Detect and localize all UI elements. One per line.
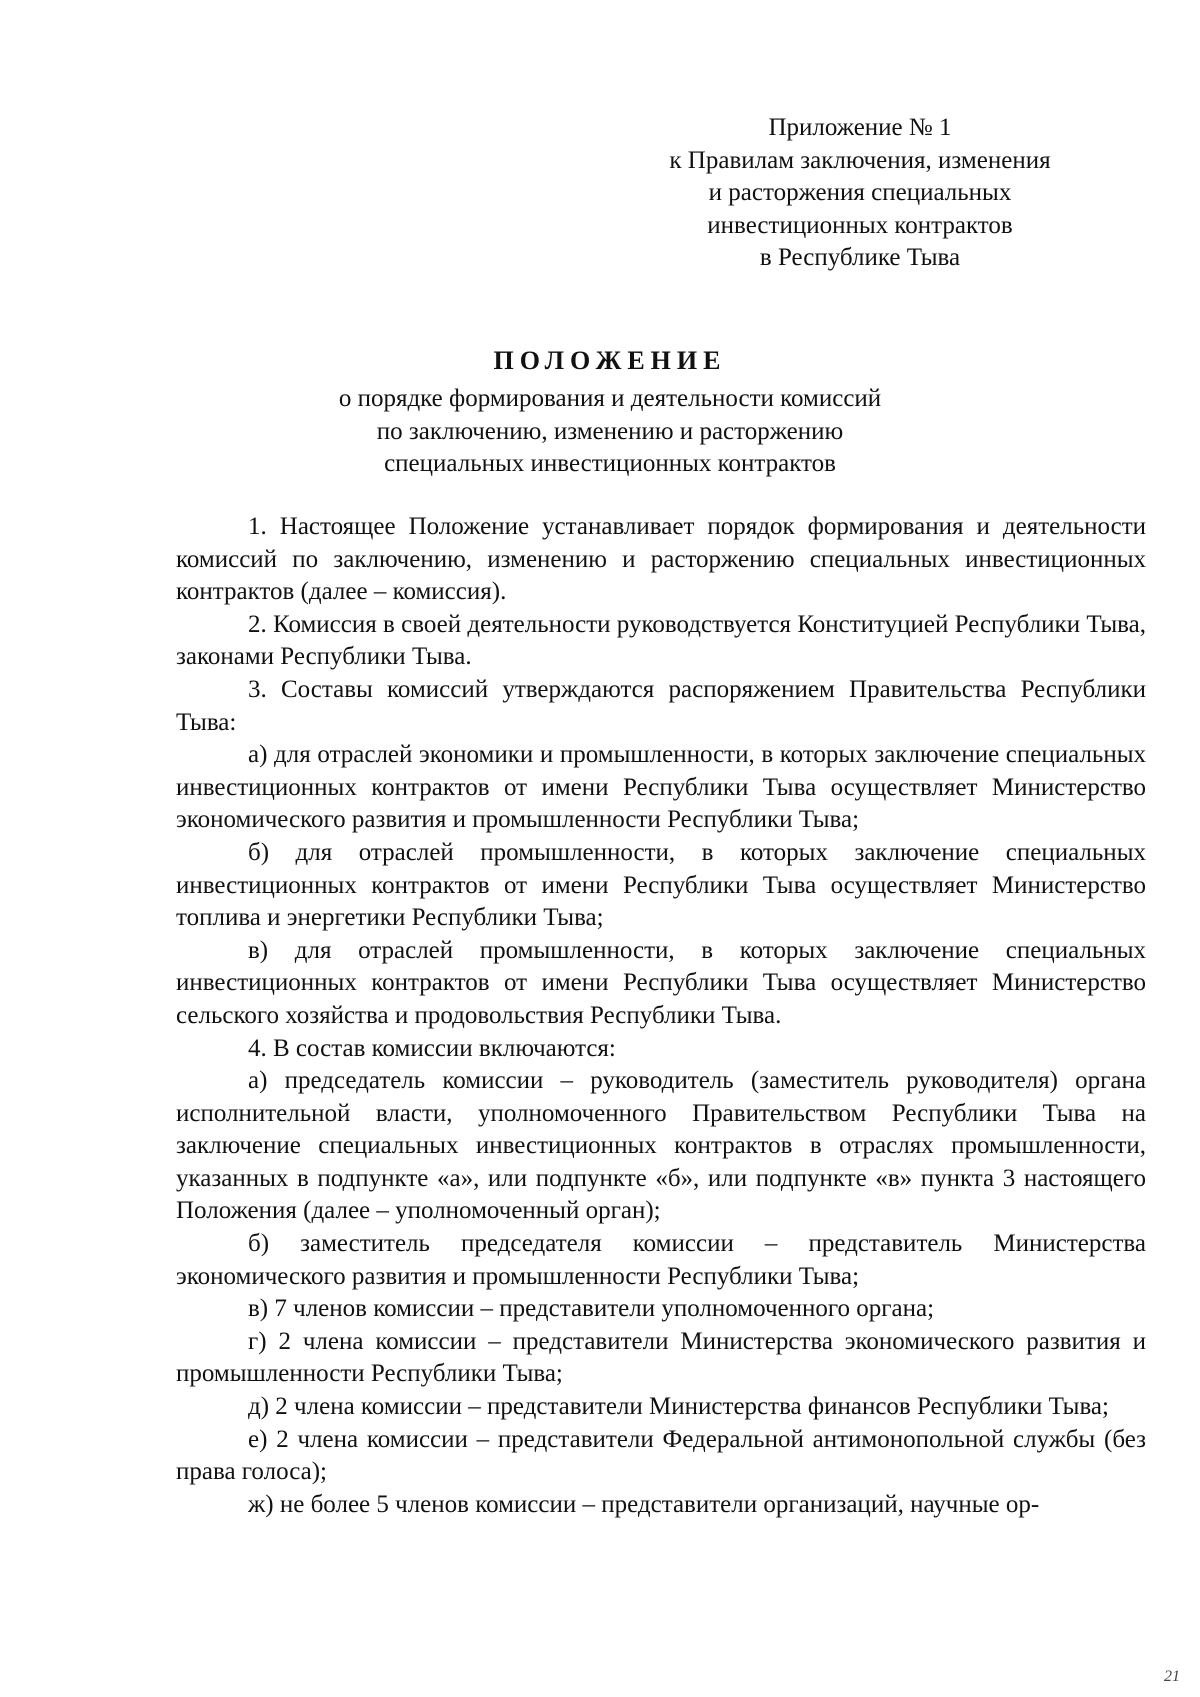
paragraph-4a: а) председатель комиссии – руководитель (заместитель руководителя) органа исполнительной власти, уполномоченного Правительством Республики Тыва на заключение специальных инвестиционных контрактов в отраслях промышленности, указанных в подпункте «а», или подпункте «б», или подпункте «в» пункта 3 настоящего Положения (далее – уполномоченный орган); bbox=[176, 1067, 1146, 1225]
paragraph-4v: в) 7 членов комиссии – представители уполномоченного органа; bbox=[248, 1295, 935, 1323]
subtitle-line: по заключению, изменению и расторжению bbox=[376, 417, 844, 445]
paragraph-4zh: ж) не более 5 членов комиссии – представители организаций, научные ор- bbox=[248, 1490, 1040, 1518]
document-subtitle bbox=[160, 383, 1060, 481]
paragraph-3a: а) для отраслей экономики и промышленности, в которых заключение специальных инвестиционных контрактов от имени Республики Тыва осуществляет Министерство экономического развития и промышленности Республики Тыва; bbox=[176, 741, 1146, 834]
annex-line: в Республике Тыва bbox=[759, 244, 961, 271]
annex-line: Приложение № 1 bbox=[768, 114, 952, 141]
document-body bbox=[176, 511, 1146, 1521]
paragraph-3b: б) для отраслей промышленности, в которых заключение специальных инвестиционных контрактов от имени Республики Тыва осуществляет Министерство топлива и энергетики Республики Тыва; bbox=[176, 838, 1146, 932]
paragraph-4b: б) заместитель председателя комиссии – представитель Министерства экономического развития и промышленности Республики Тыва; bbox=[176, 1230, 1146, 1290]
paragraph-3: 3. Составы комиссий утверждаются распоряжением Правительства Республики Тыва: bbox=[176, 675, 1146, 736]
annex-line: и расторжения специальных bbox=[708, 179, 1012, 206]
document-title: ПОЛОЖЕНИЕ bbox=[493, 346, 727, 375]
subtitle-line: специальных инвестиционных контрактов bbox=[384, 450, 836, 477]
paragraph-4g: г) 2 члена комиссии – представители Министерства экономического развития и промышленности Республики Тыва; bbox=[176, 1327, 1146, 1388]
annex-reference bbox=[620, 112, 1100, 275]
annex-line: инвестиционных контрактов bbox=[707, 211, 1013, 239]
title-block bbox=[160, 345, 1060, 481]
paragraph-4e: е) 2 члена комиссии – представители Федеральной антимонопольной службы (без права голоса); bbox=[176, 1425, 1146, 1486]
subtitle-line: о порядке формирования и деятельности комиссий bbox=[338, 385, 882, 412]
paragraph-4d: д) 2 члена комиссии – представители Министерства финансов Республики Тыва; bbox=[248, 1393, 1109, 1421]
paragraph-4: 4. В состав комиссии включаются: bbox=[248, 1034, 616, 1062]
annex-line: к Правилам заключения, изменения bbox=[669, 146, 1051, 174]
paragraph-2: 2. Комиссия в своей деятельности руководствуется Конституцией Республики Тыва, законами Республики Тыва. bbox=[176, 610, 1146, 671]
page-number-mark: 21 bbox=[1164, 1668, 1180, 1685]
paragraph-3v: в) для отраслей промышленности, в которых заключение специальных инвестиционных контрактов от имени Республики Тыва осуществляет Министерство сельского хозяйства и продовольствия Республики Тыва. bbox=[176, 936, 1146, 1029]
paragraph-1: 1. Настоящее Положение устанавливает порядок формирования и деятельности комиссий по заключению, изменению и расторжению специальных инвестиционных контрактов (далее – комиссия). bbox=[176, 513, 1146, 606]
